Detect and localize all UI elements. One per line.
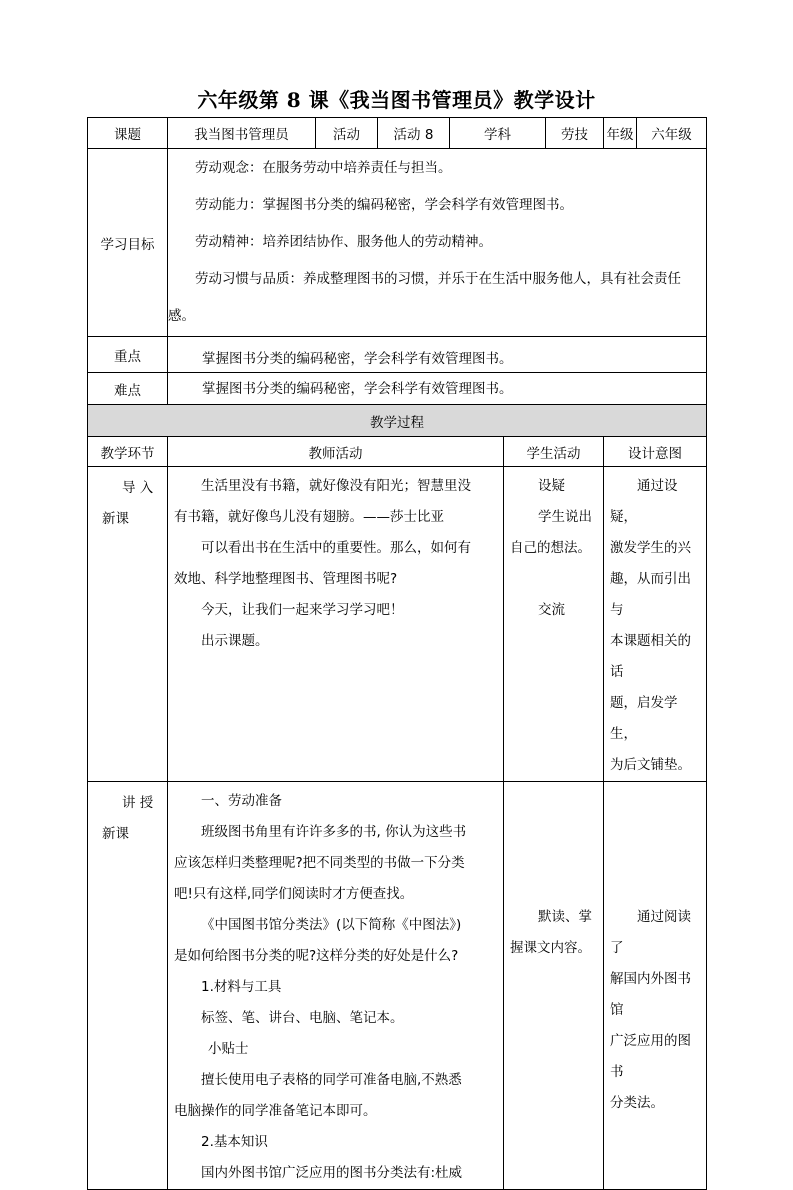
intro-stage: 导 入 新课 bbox=[88, 467, 168, 782]
difficulty-text: 掌握图书分类的编码秘密，学会科学有效管理图书。 bbox=[168, 373, 707, 405]
teach-student: 默读、掌 握课文内容。 bbox=[504, 782, 604, 1190]
grade-value: 六年级 bbox=[637, 118, 707, 149]
subject-label: 学科 bbox=[450, 118, 546, 149]
col-stage: 教学环节 bbox=[88, 437, 168, 467]
difficulty-label: 难点 bbox=[88, 373, 168, 405]
activity-label: 活动 bbox=[316, 118, 378, 149]
goal-item: 劳动能力：掌握图书分类的编码秘密，学会科学有效管理图书。 bbox=[195, 197, 573, 213]
intro-teacher: 生活里没有书籍，就好像没有阳光；智慧里没 有书籍，就好像鸟儿没有翅膀。——莎士比亚 可以看出书在生活中的重要性。那么，如何有 效地、科学地整理图书、管理图书呢? 今天，让我们一起来学习学习吧！ 出示课题。 bbox=[168, 467, 504, 782]
goals-label: 学习目标 bbox=[88, 149, 168, 337]
goal-item: 劳动习惯与品质：养成整理图书的习惯，并乐于在生活中服务他人，具有社会责任感。 bbox=[168, 271, 681, 324]
teach-stage: 讲 授 新课 bbox=[88, 782, 168, 1190]
header-row bbox=[88, 118, 707, 149]
intro-row bbox=[88, 467, 707, 782]
activity-value: 活动 8 bbox=[378, 118, 450, 149]
goal-item: 劳动精神：培养团结协作、服务他人的劳动精神。 bbox=[195, 234, 492, 250]
document-title: 六年级第 8 课《我当图书管理员》教学设计 bbox=[197, 88, 596, 112]
teaching-row bbox=[88, 782, 707, 1190]
teach-teacher: 一、劳动准备 班级图书角里有许许多多的书, 你认为这些书 应该怎样归类整理呢?把不同类型的书做一下分类 吧!只有这样,同学们阅读时才方便查找。 《中国图书馆分类法》(以下简称《中图法》) 是如何给图书分类的呢?这样分类的好处是什么? 1.材料与工具 标签、笔、讲台、电脑、笔记本。 小贴士 擅长使用电子表格的同学可准备电脑,不熟悉 电脑操作的同学准备笔记本即可。 2.基本知识 国内外图书馆广泛应用的图书分类法有:杜威 bbox=[168, 782, 504, 1190]
topic-value: 我当图书管理员 bbox=[168, 118, 316, 149]
difficulty-row bbox=[88, 373, 707, 405]
goals-content bbox=[168, 149, 707, 337]
intro-intent: 通过设疑， 激发学生的兴 趣，从而引出与 本课题相关的话 题，启发学生， 为后文铺垫。 bbox=[604, 467, 707, 782]
key-point-label: 重点 bbox=[88, 337, 168, 373]
goal-item: 劳动观念：在服务劳动中培养责任与担当。 bbox=[195, 160, 452, 176]
subject-value: 劳技 bbox=[546, 118, 604, 149]
process-title-row bbox=[88, 405, 707, 437]
goals-row bbox=[88, 149, 707, 337]
teach-intent: 通过阅读了 解国内外图书馆 广泛应用的图书 分类法。 bbox=[604, 782, 707, 1190]
key-point-text: 掌握图书分类的编码秘密，学会科学有效管理图书。 bbox=[168, 337, 707, 373]
process-title: 教学过程 bbox=[88, 405, 707, 437]
topic-label: 课题 bbox=[88, 118, 168, 149]
col-intent: 设计意图 bbox=[604, 437, 707, 467]
grade-label: 年级 bbox=[604, 118, 637, 149]
col-student: 学生活动 bbox=[504, 437, 604, 467]
intro-student: 设疑 学生说出 自己的想法。 交流 bbox=[504, 467, 604, 782]
col-teacher: 教师活动 bbox=[168, 437, 504, 467]
process-header-row bbox=[88, 437, 707, 467]
lesson-plan-table bbox=[87, 117, 707, 1190]
key-point-row bbox=[88, 337, 707, 373]
